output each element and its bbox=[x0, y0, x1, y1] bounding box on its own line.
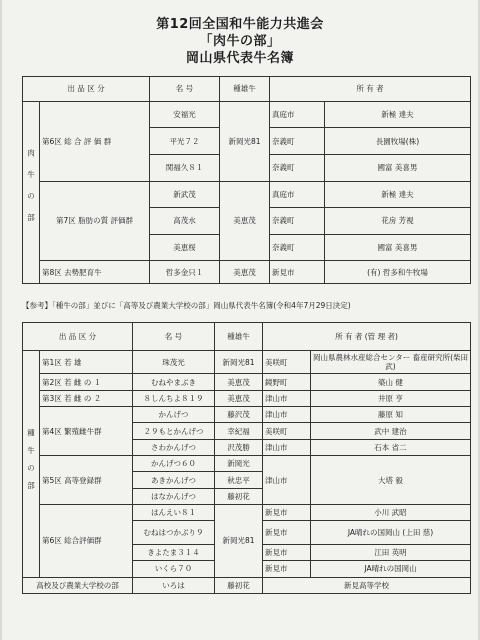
town-cell: 奈義町 bbox=[270, 128, 325, 155]
division-cell: 第6区 総 合 評 価 群 bbox=[40, 101, 150, 181]
division-cell: 第6区 総合評価群 bbox=[40, 505, 133, 577]
cattle-name: ２９もとかんげつ bbox=[133, 423, 215, 439]
sire-cell: 沢茂勝 bbox=[215, 439, 263, 455]
cattle-name: かんげつ６０ bbox=[133, 456, 215, 472]
header-division: 出 品 区 分 bbox=[23, 77, 150, 102]
breeding-cattle-table bbox=[22, 322, 471, 594]
owner-cell: 石本 省二 bbox=[311, 439, 471, 455]
sire-cell: 藤初花 bbox=[215, 577, 263, 593]
town-cell: 奈義町 bbox=[270, 208, 325, 235]
owner-cell: 花房 芳視 bbox=[325, 208, 471, 235]
header-owner: 所 有 者 bbox=[270, 77, 471, 102]
cattle-name: あきかんげつ bbox=[133, 472, 215, 488]
cattle-name: 新武茂 bbox=[150, 181, 220, 208]
header-owner: 所 有 者 (管 理 者) bbox=[263, 323, 471, 351]
header-sire: 種雄牛 bbox=[220, 77, 270, 102]
header-name: 名 号 bbox=[133, 323, 215, 351]
town-cell: 津山市 bbox=[263, 439, 311, 455]
sire-cell: 藤沢茂 bbox=[215, 407, 263, 423]
division-cell: 第1区 若 雄 bbox=[40, 351, 133, 374]
cattle-name: いろは bbox=[133, 577, 215, 593]
header-sire: 種雄牛 bbox=[215, 323, 263, 351]
cattle-name: はんえい８１ bbox=[133, 505, 215, 521]
owner-cell: 岡山県農林水産総合センター 畜産研究所(柴田 武) bbox=[311, 351, 471, 374]
sire-cell: 新岡光81 bbox=[215, 351, 263, 374]
town-cell: 新見市 bbox=[263, 561, 311, 577]
owner-cell: 國富 美喜男 bbox=[325, 234, 471, 261]
cattle-name: 高茂水 bbox=[150, 208, 220, 235]
division-cell: 第2区 若 雌 の １ bbox=[40, 374, 133, 390]
cattle-name: きよたま３１４ bbox=[133, 544, 215, 560]
owner-cell: 長園牧場(株) bbox=[325, 128, 471, 155]
header-name: 名 号 bbox=[150, 77, 220, 102]
beef-cattle-table bbox=[22, 76, 471, 284]
sire-cell: 新岡光81 bbox=[220, 101, 270, 181]
title-line-1: 第12回全国和牛能力共進会 bbox=[156, 17, 324, 32]
side-label: 肉牛の部 bbox=[23, 101, 40, 283]
cattle-name: ８しんちよ８１９ bbox=[133, 390, 215, 406]
town-cell: 津山市 bbox=[263, 456, 311, 505]
document-page bbox=[2, 0, 478, 640]
owner-cell: 新極 達夫 bbox=[325, 101, 471, 128]
footer-division: 高校及び農業大学校の部 bbox=[23, 577, 133, 593]
owner-cell: JA晴れの国岡山 bbox=[311, 561, 471, 577]
town-cell: 津山市 bbox=[263, 390, 311, 406]
town-cell: 新見市 bbox=[263, 544, 311, 560]
sire-cell: 新岡光81 bbox=[215, 505, 263, 577]
sire-cell: 美恵茂 bbox=[220, 181, 270, 261]
cattle-name: 珠茂光 bbox=[133, 351, 215, 374]
division-cell: 第7区 脂肪の質 評価群 bbox=[40, 181, 150, 261]
cattle-name: むねはつかぶり９ bbox=[133, 521, 215, 544]
owner-cell: JA晴れの国岡山 (上田 慈) bbox=[311, 521, 471, 544]
division-cell: 第4区 繁殖雌牛群 bbox=[40, 407, 133, 456]
town-cell: 新見市 bbox=[270, 261, 325, 284]
town-cell: 美咲町 bbox=[263, 351, 311, 374]
cattle-name: かんげつ bbox=[133, 407, 215, 423]
owner-cell: 江田 英明 bbox=[311, 544, 471, 560]
town-cell: 美咲町 bbox=[263, 423, 311, 439]
document-title-block bbox=[2, 16, 478, 67]
sire-cell: 美恵茂 bbox=[220, 261, 270, 284]
owner-cell: 築山 健 bbox=[311, 374, 471, 390]
town-cell: 津山市 bbox=[263, 407, 311, 423]
town-cell: 新見市 bbox=[263, 505, 311, 521]
division-cell: 第8区 去勢肥育牛 bbox=[40, 261, 150, 284]
cattle-name: 美恵桜 bbox=[150, 234, 220, 261]
cattle-name: さわかんげつ bbox=[133, 439, 215, 455]
division-cell: 第3区 若 雌 の ２ bbox=[40, 390, 133, 406]
town-cell: 鏡野町 bbox=[263, 374, 311, 390]
sire-cell: 美恵茂 bbox=[215, 374, 263, 390]
owner-cell: 新極 達夫 bbox=[325, 181, 471, 208]
cattle-name: いくら７０ bbox=[133, 561, 215, 577]
header-division: 出 品 区 分 bbox=[23, 323, 133, 351]
cattle-name: 哲多金只１ bbox=[150, 261, 220, 284]
owner-cell: (有) 哲多和牛牧場 bbox=[325, 261, 471, 284]
division-cell: 第5区 高等登録群 bbox=[40, 456, 133, 505]
sire-cell: 美恵茂 bbox=[215, 390, 263, 406]
owner-cell: 大塔 毅 bbox=[311, 456, 471, 505]
town-cell: 奈義町 bbox=[270, 154, 325, 181]
sire-cell: 新岡光 bbox=[215, 456, 263, 472]
town-cell: 真庭市 bbox=[270, 101, 325, 128]
cattle-name: はなかんげつ bbox=[133, 488, 215, 504]
title-line-2: 「肉牛の部」 bbox=[199, 34, 281, 49]
cattle-name: 安福光 bbox=[150, 101, 220, 128]
town-cell: 新見市 bbox=[263, 521, 311, 544]
cattle-name: 関福久８１ bbox=[150, 154, 220, 181]
sire-cell: 幸紀福 bbox=[215, 423, 263, 439]
reference-note: 【参考】「種牛の部」並びに「高等及び農業大学校の部」岡山県代表牛名簿(令和4年7月29日決定) bbox=[22, 301, 351, 310]
owner-cell: 藤原 知 bbox=[311, 407, 471, 423]
owner-cell: 新見高等学校 bbox=[263, 577, 471, 593]
owner-cell: 國富 美喜男 bbox=[325, 154, 471, 181]
owner-cell: 小川 武昭 bbox=[311, 505, 471, 521]
cattle-name: 平光７２ bbox=[150, 128, 220, 155]
side-label: 種牛の部 bbox=[23, 351, 40, 578]
title-line-3: 岡山県代表牛名簿 bbox=[185, 51, 294, 66]
town-cell: 真庭市 bbox=[270, 181, 325, 208]
sire-cell: 秋忠平 bbox=[215, 472, 263, 488]
sire-cell: 藤初花 bbox=[215, 488, 263, 504]
owner-cell: 井原 亨 bbox=[311, 390, 471, 406]
town-cell: 奈義町 bbox=[270, 234, 325, 261]
cattle-name: むねやまぶき bbox=[133, 374, 215, 390]
owner-cell: 武中 建治 bbox=[311, 423, 471, 439]
